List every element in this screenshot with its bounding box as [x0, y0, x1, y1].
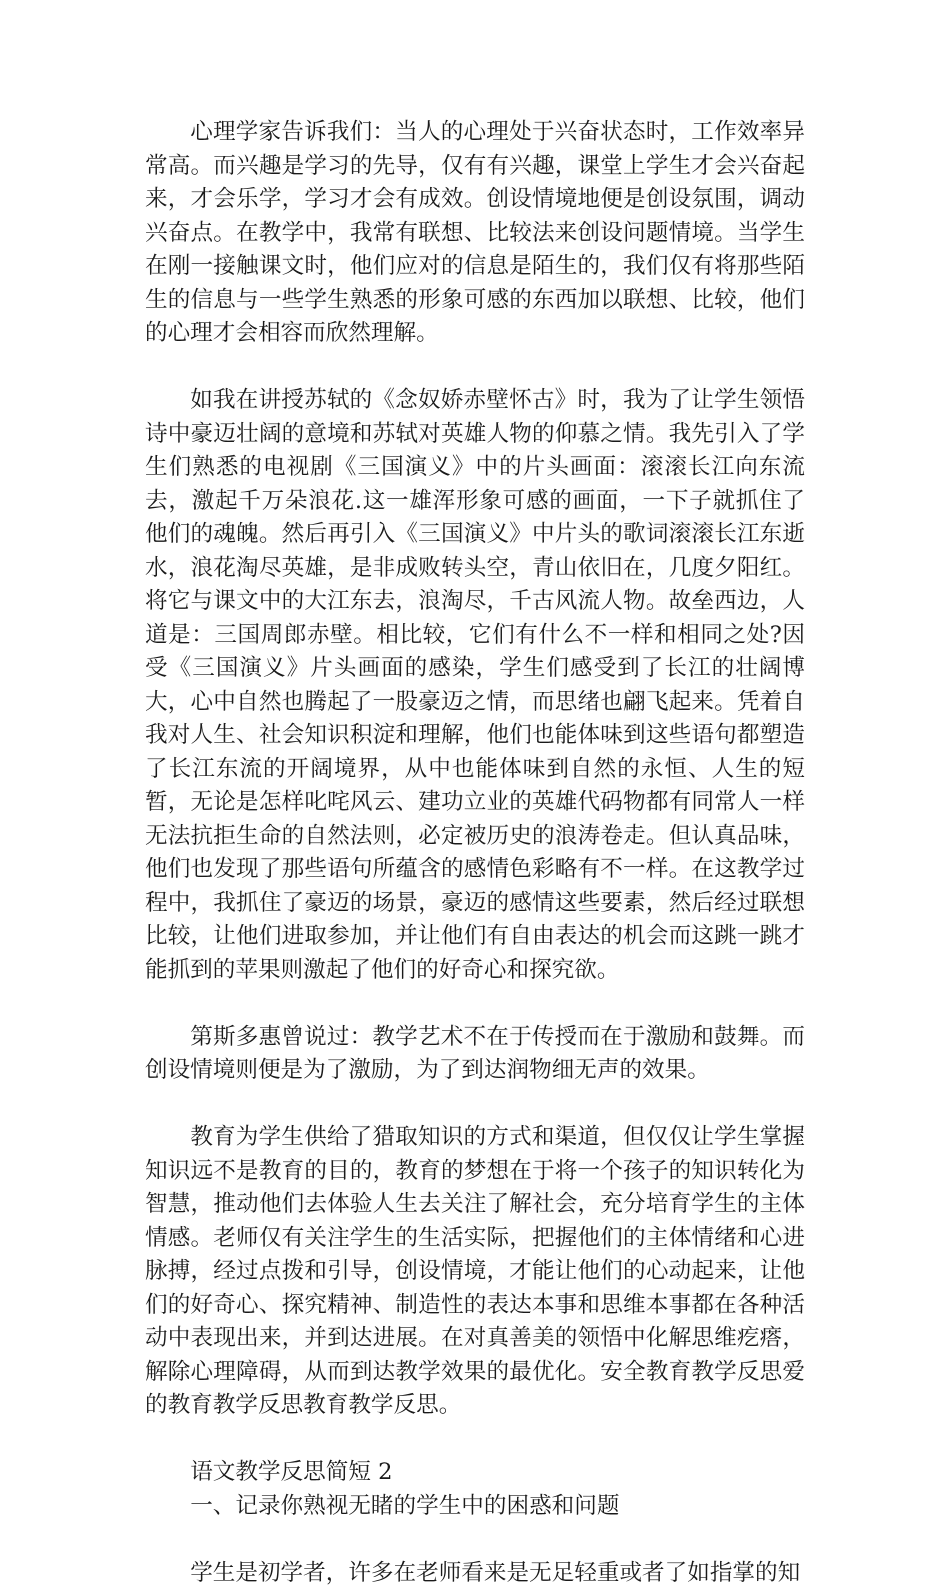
paragraph-su-shi-example: 如我在讲授苏轼的《念奴娇赤壁怀古》时，我为了让学生领悟诗中豪迈壮阔的意境和苏轼对英雄人物的仰慕之情。我先引入了学生们熟悉的电视剧《三国演义》中的片头画面：滚滚长江向东流去，激起千万朵浪花.这一雄浑形象可感的画面，一下子就抓住了他们的魂魄。然后再引入《三国演义》中片头的歌词滚滚长江东逝水，浪花淘尽英雄，是非成败转头空，青山依旧在，几度夕阳红。将它与课文中的大江东去，浪淘尽，千古风流人物。故垒西边，人道是：三国周郎赤壁。相比较，它们有什么不一样和相同之处?因受《三国演义》片头画面的感染，学生们感受到了长江的壮阔博大，心中自然也腾起了一股豪迈之情，而思绪也翩飞起来。凭着自我对人生、社会知识积淀和理解，他们也能体味到这些语句都塑造了长江东流的开阔境界，从中也能体味到自然的永恒、人生的短暂，无论是怎样叱咤风云、建功立业的英雄代码物都有同常人一样无法抗拒生命的自然法则，必定被历史的浪涛卷走。但认真品味，他们也发现了那些语句所蕴含的感情色彩略有不一样。在这教学过程中，我抓住了豪迈的场景，豪迈的感情这些要素，然后经过联想比较，让他们进取参加，并让他们有自由表达的机会而这跳一跳才能抓到的苹果则激起了他们的好奇心和探究欲。 — [145, 384, 805, 987]
paragraph-education-purpose: 教育为学生供给了猎取知识的方式和渠道，但仅仅让学生掌握知识远不是教育的目的，教育的梦想在于将一个孩子的知识转化为智慧，推动他们去体验人生去关注了解社会，充分培育学生的主体情感。老师仅有关注学生的生活实际，把握他们的主体情绪和心进脉搏，经过点拨和引导，创设情境，才能让他们的心动起来，让他们的好奇心、探究精神、制造性的表达本事和思维本事都在各种活动中表现出来，并到达进展。在对真善美的领悟中化解思维疙瘩，解除心理障碍，从而到达教学效果的最优化。安全教育教学反思爱的教育教学反思教育教学反思。 — [145, 1121, 805, 1423]
paragraph-diesterweg-quote: 第斯多惠曾说过：教学艺术不在于传授而在于激励和鼓舞。而创设情境则便是为了激励，为了到达润物细无声的效果。 — [145, 1021, 805, 1088]
paragraph-psychology-interest: 心理学家告诉我们：当人的心理处于兴奋状态时，工作效率异常高。而兴趣是学习的先导，仅有有兴趣，课堂上学生才会兴奋起来，才会乐学，学习才会有成效。创设情境地便是创设氛围，调动兴奋点。在教学中，我常有联想、比较法来创设问题情境。当学生在刚一接触课文时，他们应对的信息是陌生的，我们仅有将那些陌生的信息与一些学生熟悉的形象可感的东西加以联想、比较，他们的心理才会相容而欣然理解。 — [145, 116, 805, 351]
section-title: 语文教学反思简短 2 — [145, 1456, 805, 1490]
document-page — [145, 116, 805, 1590]
subsection-title: 一、记录你熟视无睹的学生中的困惑和问题 — [145, 1490, 805, 1524]
section-heading-group — [145, 1456, 805, 1523]
paragraph-learners: 学生是初学者，许多在老师看来是无足轻重或者了如指掌的知 — [145, 1557, 805, 1590]
